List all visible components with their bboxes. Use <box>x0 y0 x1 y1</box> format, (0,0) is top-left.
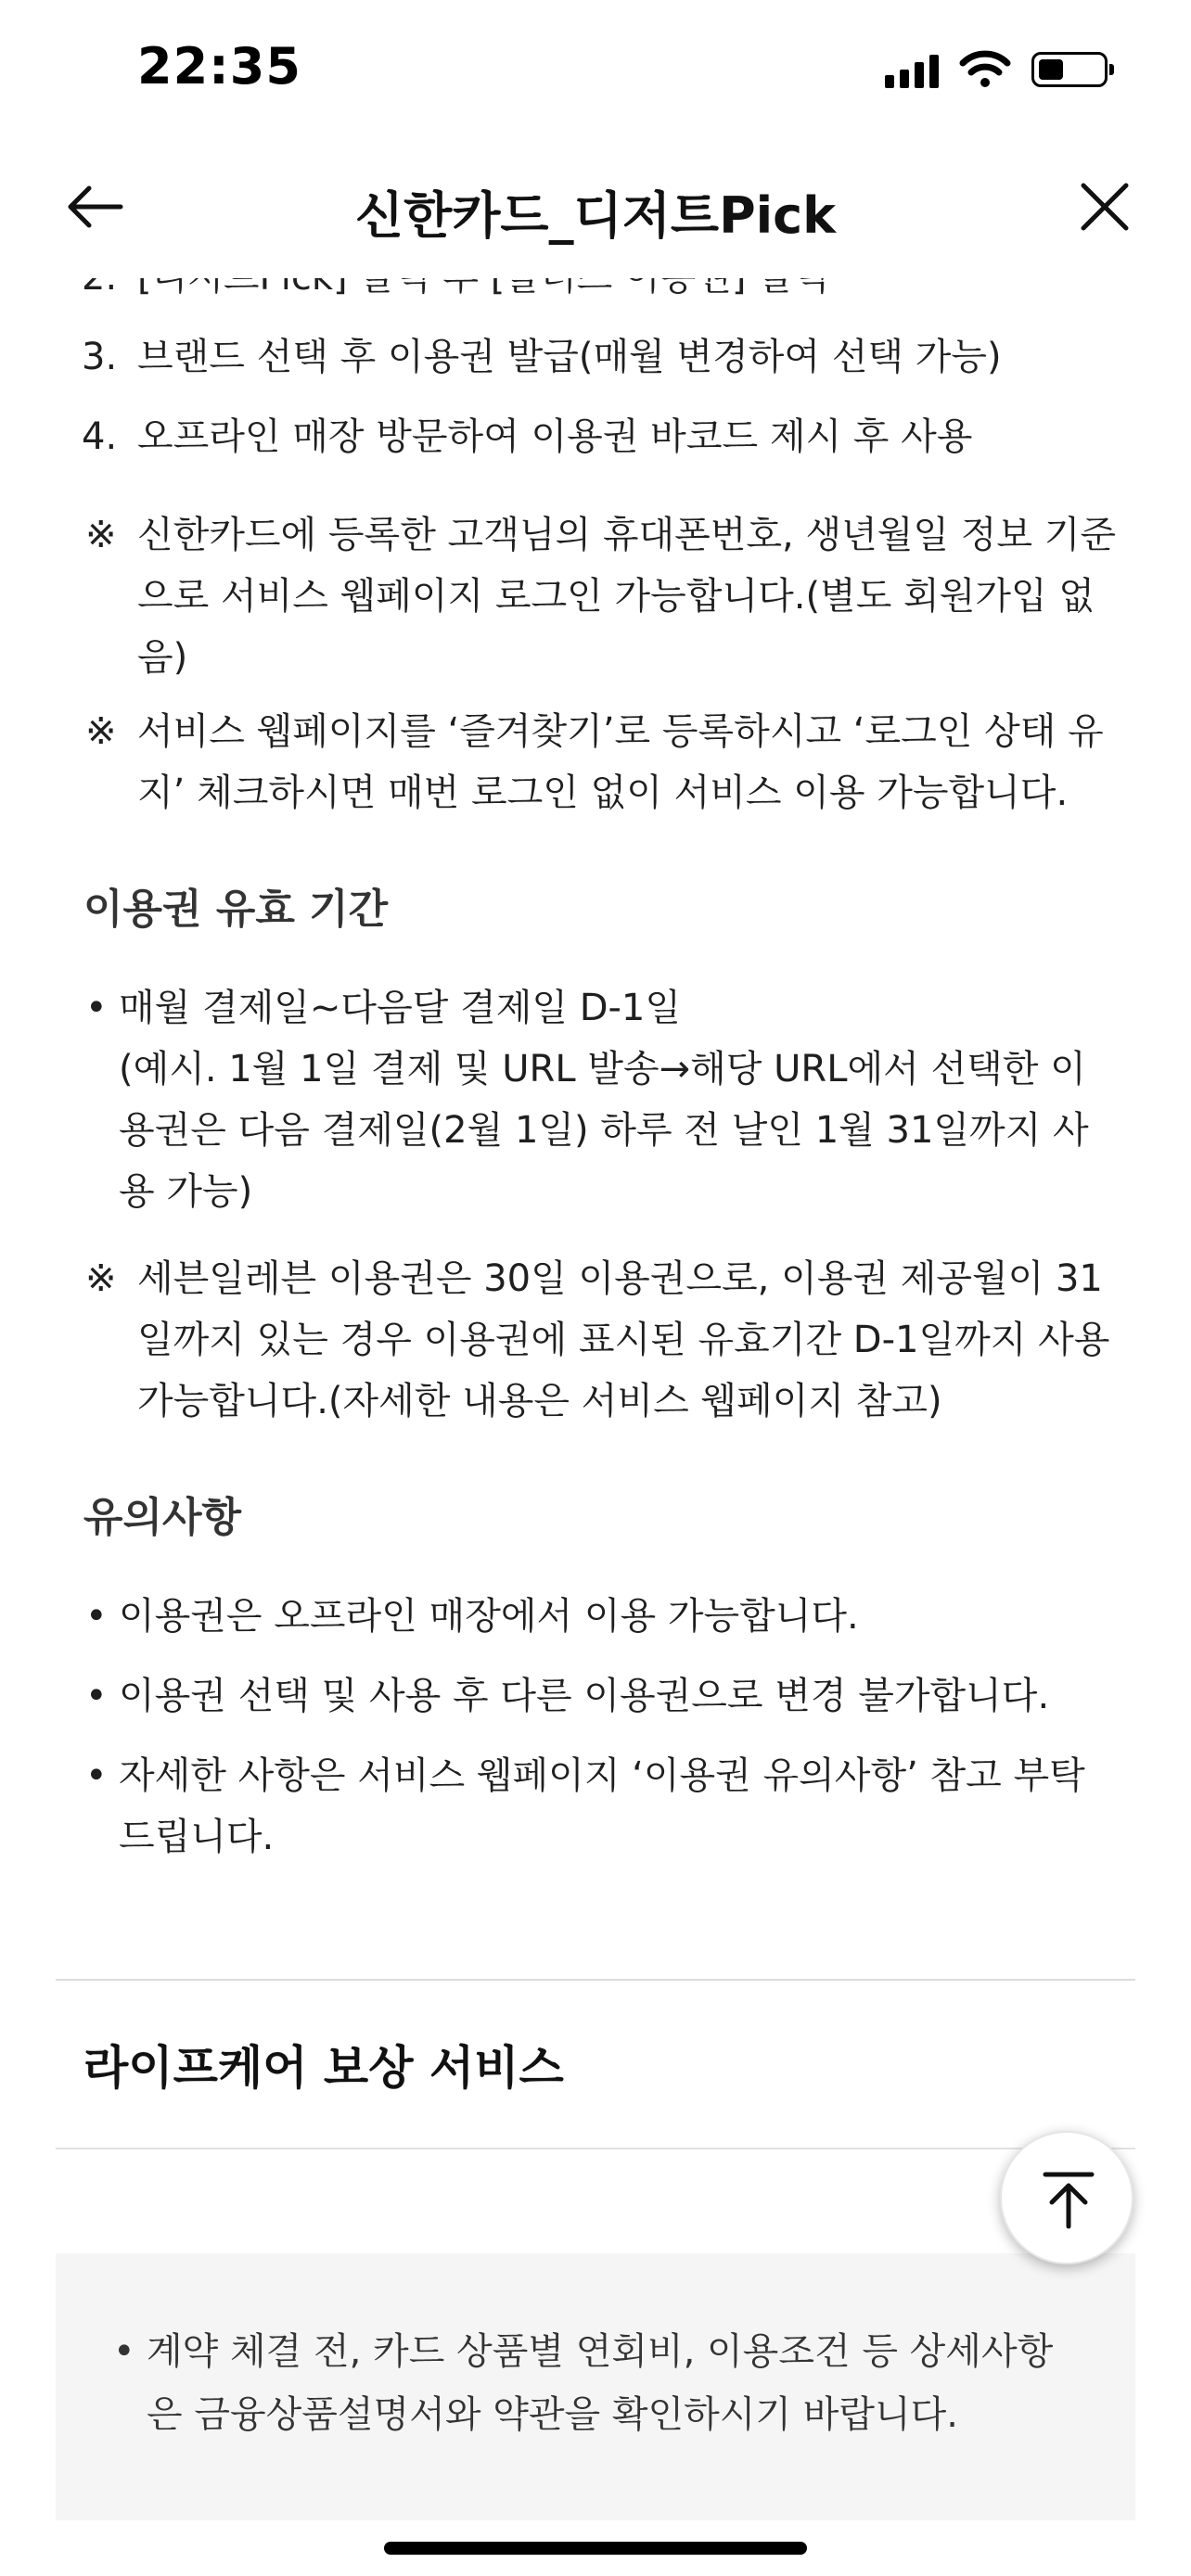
disclaimer-text: 계약 체결 전, 카드 상품별 연회비, 이용조건 등 상세사항은 금융상품설명서와 약관을 확인하시기 바랍니다. <box>147 2330 1054 2436</box>
step-item: 3. 브랜드 선택 후 이용권 발급(매월 변경하여 선택 가능) <box>82 336 1002 378</box>
caution-item: • 이용권 선택 및 사용 후 다른 이용권으로 변경 불가합니다. <box>85 1675 1050 1717</box>
note-text: 신한카드에 등록한 고객님의 휴대폰번호, 생년월일 정보 기준으로 서비스 웹페이지 로그인 가능합니다.(별도 회원가입 없음) <box>137 514 1117 679</box>
caution-item: • 이용권은 오프라인 매장에서 이용 가능합니다. <box>85 1595 859 1638</box>
validity-example: (예시. 1월 1일 결제 및 URL 발송→해당 URL에서 선택한 이용권은 다음 결제일(2월 1일) 하루 전 날인 1월 31일까지 사용 가능) <box>119 1048 1089 1213</box>
note-item: ※ 서비스 웹페이지를 ‘즐겨찾기’로 등록하시고 ‘로그인 상태 유지’ 체크하시면 매번 로그인 없이 서비스 이용 가능합니다. <box>85 710 1104 814</box>
caution-text: 이용권 선택 및 사용 후 다른 이용권으로 변경 불가합니다. <box>119 1675 1050 1717</box>
step-item: 4. 오프라인 매장 방문하여 이용권 바코드 제시 후 사용 <box>82 415 973 458</box>
life-care-label: 라이프케어 보상 서비스 <box>83 2041 564 2095</box>
validity-period: 매월 결제일~다음달 결제일 D-1일 <box>119 987 682 1029</box>
status-icons <box>885 46 1108 93</box>
wifi-icon <box>959 50 1011 89</box>
disclaimer-box <box>56 2253 1135 2520</box>
caution-text: 자세한 사항은 서비스 웹페이지 ‘이용권 유의사항’ 참고 부탁드립니다. <box>119 1754 1085 1858</box>
scroll-to-top-button[interactable] <box>1000 2131 1133 2264</box>
note-item: ※ 신한카드에 등록한 고객님의 휴대폰번호, 생년월일 정보 기준으로 서비스 웹페이지 로그인 가능합니다.(별도 회원가입 없음) <box>85 514 1117 679</box>
validity-note: ※ 세븐일레븐 이용권은 30일 이용권으로, 이용권 제공월이 31일까지 있는 경우 이용권에 표시된 유효기간 D-1일까지 사용 가능합니다.(자세한 내용은 서비스 웹페이지 참고) <box>85 1257 1110 1422</box>
disclaimer-item: • 계약 체결 전, 카드 상품별 연회비, 이용조건 등 상세사항은 금융상품설명서와 약관을 확인하시기 바랍니다. <box>113 2330 1054 2436</box>
home-indicator <box>384 2542 807 2555</box>
step-text: 브랜드 선택 후 이용권 발급(매월 변경하여 선택 가능) <box>137 336 1002 378</box>
caution-item: • 자세한 사항은 서비스 웹페이지 ‘이용권 유의사항’ 참고 부탁드립니다. <box>85 1754 1085 1858</box>
close-icon[interactable] <box>1072 174 1137 239</box>
caution-text: 이용권은 오프라인 매장에서 이용 가능합니다. <box>119 1595 859 1638</box>
note-text: 세븐일레븐 이용권은 30일 이용권으로, 이용권 제공월이 31일까지 있는 경우 이용권에 표시된 유효기간 D-1일까지 사용 가능합니다.(자세한 내용은 서비스 웹페이지 참고) <box>137 1257 1110 1422</box>
validity-bullet: • 매월 결제일~다음달 결제일 D-1일 (예시. 1월 1일 결제 및 URL 발송→해당 URL에서 선택한 이용권은 다음 결제일(2월 1일) 하루 전 날인 1월 31일까지 사용 가능) <box>83 977 1111 1222</box>
status-bar <box>0 0 1191 139</box>
life-care-accordion[interactable] <box>56 1981 1135 2149</box>
validity-heading: 이용권 유효 기간 <box>83 886 389 933</box>
cellular-signal-icon <box>885 51 939 88</box>
note-text: 서비스 웹페이지를 ‘즐겨찾기’로 등록하시고 ‘로그인 상태 유지’ 체크하시면 매번 로그인 없이 서비스 이용 가능합니다. <box>137 710 1104 814</box>
arrow-up-to-top-icon <box>1036 2167 1101 2232</box>
page-title: 신한카드_디저트Pick <box>354 186 837 245</box>
status-time: 22:35 <box>137 37 301 96</box>
step-text: 오프라인 매장 방문하여 이용권 바코드 제시 후 사용 <box>137 415 973 458</box>
top-navigation-bar <box>0 139 1191 278</box>
cautions-heading: 유의사항 <box>83 1494 242 1541</box>
battery-icon <box>1031 52 1108 87</box>
